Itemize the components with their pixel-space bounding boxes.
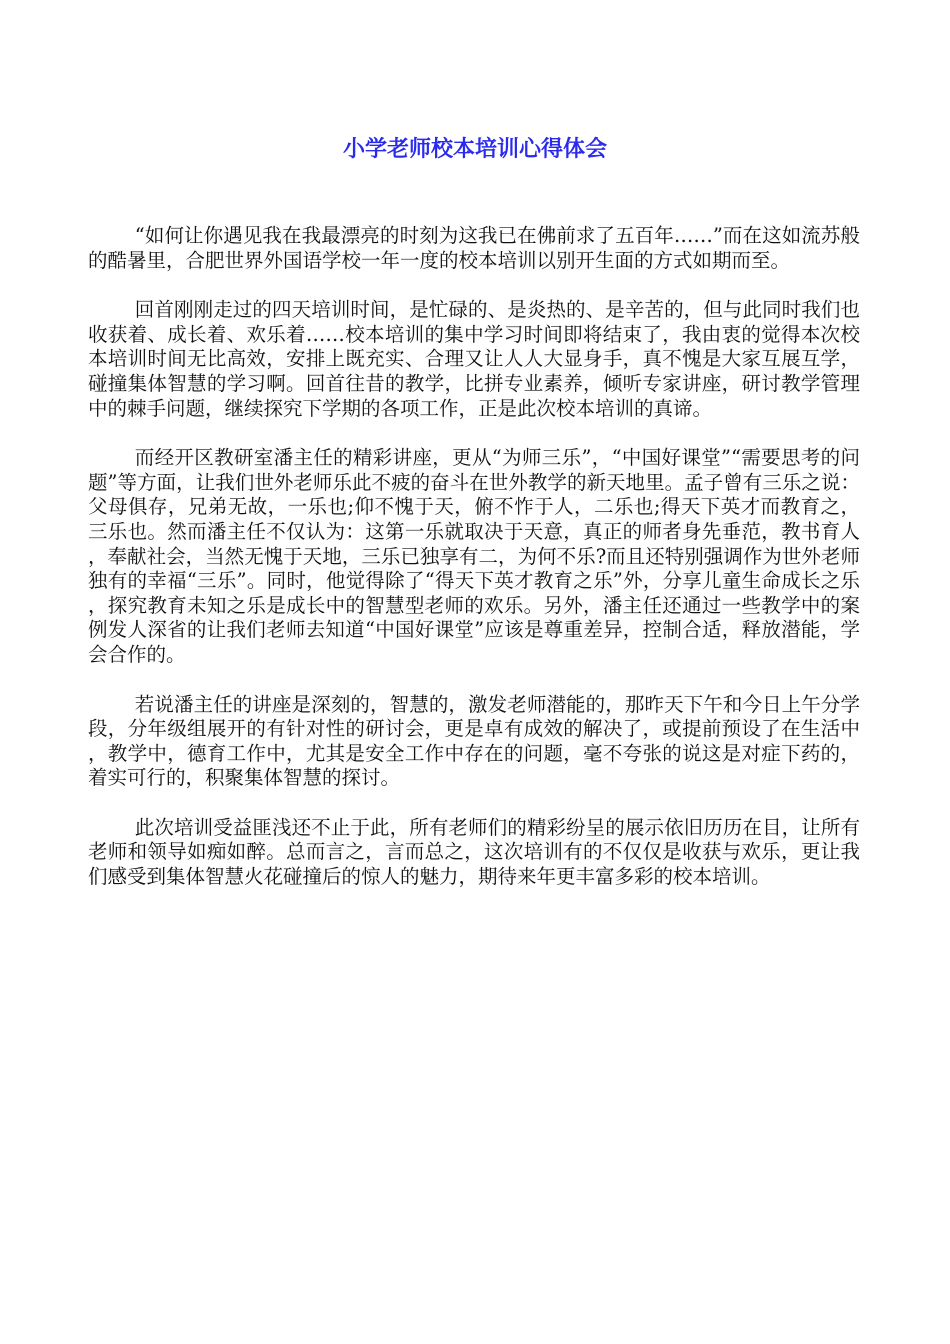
paragraph-2: 回首刚刚走过的四天培训时间，是忙碌的、是炎热的、是辛苦的，但与此同时我们也收获着、成长着、欢乐着……校本培训的集中学习时间即将结束了，我由衷的觉得本次校本培训时间无比高效，安排上既充实、合理又让人人大显身手，真不愧是大家互展互学，碰撞集体智慧的学习啊。回首往昔的教学，比拼专业素养，倾听专家讲座，研讨教学管理中的棘手问题，继续探究下学期的各项工作，正是此次校本培训的真谛。 [88, 298, 860, 420]
paragraph-1: “如何让你遇见我在我最漂亮的时刻为这我已在佛前求了五百年……”而在这如流苏般的酷暑里，合肥世界外国语学校一年一度的校本培训以别开生面的方式如期而至。 [88, 224, 860, 272]
document-title: 小学老师校本培训心得体会 [342, 137, 607, 162]
paragraph-3: 而经开区教研室潘主任的精彩讲座，更从“为师三乐”，“中国好课堂”“需要思考的问题”等方面，让我们世外老师乐此不疲的奋斗在世外教学的新天地里。孟子曾有三乐之说：父母俱存，兄弟无故，一乐也;仰不愧于天，俯不怍于人，二乐也;得天下英才而教育之，三乐也。然而潘主任不仅认为：这第一乐就取决于天意，真正的师者身先垂范，教书育人，奉献社会，当然无愧于天地，三乐已独享有二，为何不乐?而且还特别强调作为世外老师独有的幸福“三乐”。同时，他觉得除了“得天下英才教育之乐”外，分享儿童生命成长之乐，探究教育未知之乐是成长中的智慧型老师的欢乐。另外，潘主任还通过一些教学中的案例发人深省的让我们老师去知道“中国好课堂”应该是尊重差异，控制合适，释放潜能，学会合作的。 [88, 446, 860, 666]
document-body [88, 224, 860, 915]
paragraph-5: 此次培训受益匪浅还不止于此，所有老师们的精彩纷呈的展示依旧历历在目，让所有老师和领导如痴如醉。总而言之，言而总之，这次培训有的不仅仅是收获与欢乐，更让我们感受到集体智慧火花碰撞后的惊人的魅力，期待来年更丰富多彩的校本培训。 [88, 815, 860, 889]
paragraph-4: 若说潘主任的讲座是深刻的，智慧的，激发老师潜能的，那昨天下午和今日上午分学段，分年级组展开的有针对性的研讨会，更是卓有成效的解决了，或提前预设了在生活中，教学中，德育工作中，尤其是安全工作中存在的问题，毫不夸张的说这是对症下药的，着实可行的，积聚集体智慧的探讨。 [88, 692, 860, 790]
